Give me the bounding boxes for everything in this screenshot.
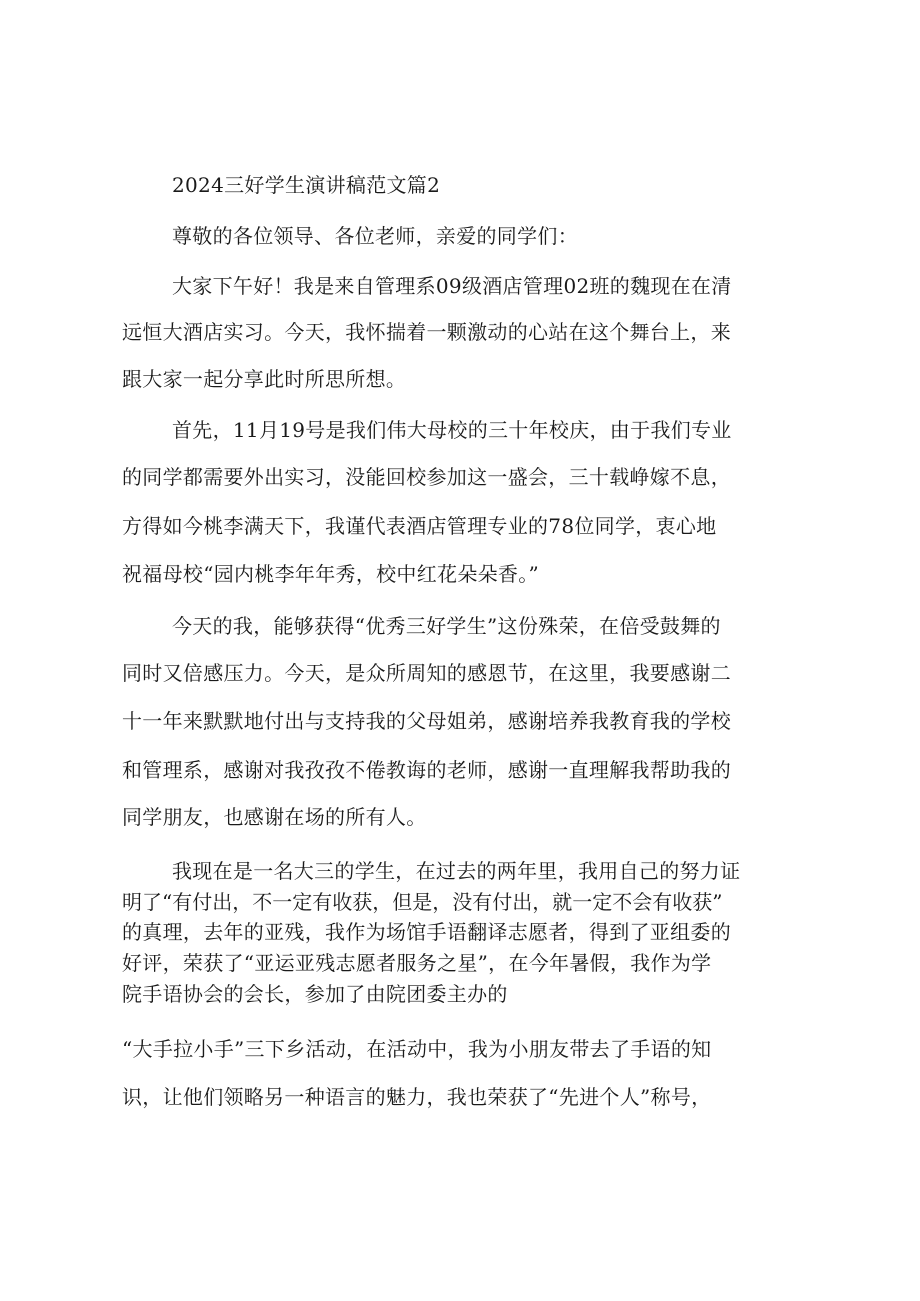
paragraph-line: 远恒大酒店实习。今天，我怀揣着一颗激动的心站在这个舞台上，来 [122,320,731,344]
paragraph-line: “大手拉小手”三下乡活动，在活动中，我为小朋友带去了手语的知 [122,1037,712,1061]
paragraph-line: 同学朋友，也感谢在场的所有人。 [122,805,427,829]
paragraph-line: 同时又倍感压力。今天，是众所周知的感恩节，在这里，我要感谢二 [122,661,731,685]
paragraph-line: 明了“有付出，不一定有收获，但是，没有付出，就一定不会有收获” [122,890,723,914]
paragraph-line: 十一年来默默地付出与支持我的父母姐弟，感谢培养我教育我的学校 [122,709,731,733]
paragraph-line: 好评，荣获了“亚运亚残志愿者服务之星”，在今年暑假，我作为学 [122,951,712,975]
paragraph-line: 的真理，去年的亚残，我作为场馆手语翻译志愿者，得到了亚组委的 [122,920,731,944]
paragraph-line: 首先，11月19号是我们伟大母校的三十年校庆，由于我们专业 [172,418,732,442]
paragraph-line: 祝福母校“园内桃李年年秀，校中红花朵朵香。” [122,562,540,586]
paragraph-line: 的同学都需要外出实习，没能回校参加这一盛会，三十载峥嫁不息， [122,465,731,489]
paragraph-line: 大家下午好！我是来自管理系09级酒店管理02班的魏现在在清 [172,274,732,298]
paragraph-line: 跟大家一起分享此时所思所想。 [122,367,407,391]
paragraph-line: 识，让他们领略另一种语言的魅力，我也荣获了“先进个人”称号， [122,1085,712,1109]
document-title: 2024三好学生演讲稿范文篇2 [172,173,441,197]
paragraph-line: 院手语协会的会长，参加了由院团委主办的 [122,982,508,1006]
paragraph-line: 我现在是一名大三的学生，在过去的两年里，我用自己的努力证 [172,859,741,883]
paragraph-line: 今天的我，能够获得“优秀三好学生”这份殊荣，在倍受鼓舞的 [172,614,721,638]
paragraph-line: 和管理系，感谢对我孜孜不倦教诲的老师，感谢一直理解我帮助我的 [122,758,731,782]
paragraph-greeting: 尊敬的各位领导、各位老师，亲爱的同学们： [172,224,578,248]
paragraph-line: 方得如今桃李满天下，我谨代表酒店管理专业的78位同学，衷心地 [122,514,717,538]
